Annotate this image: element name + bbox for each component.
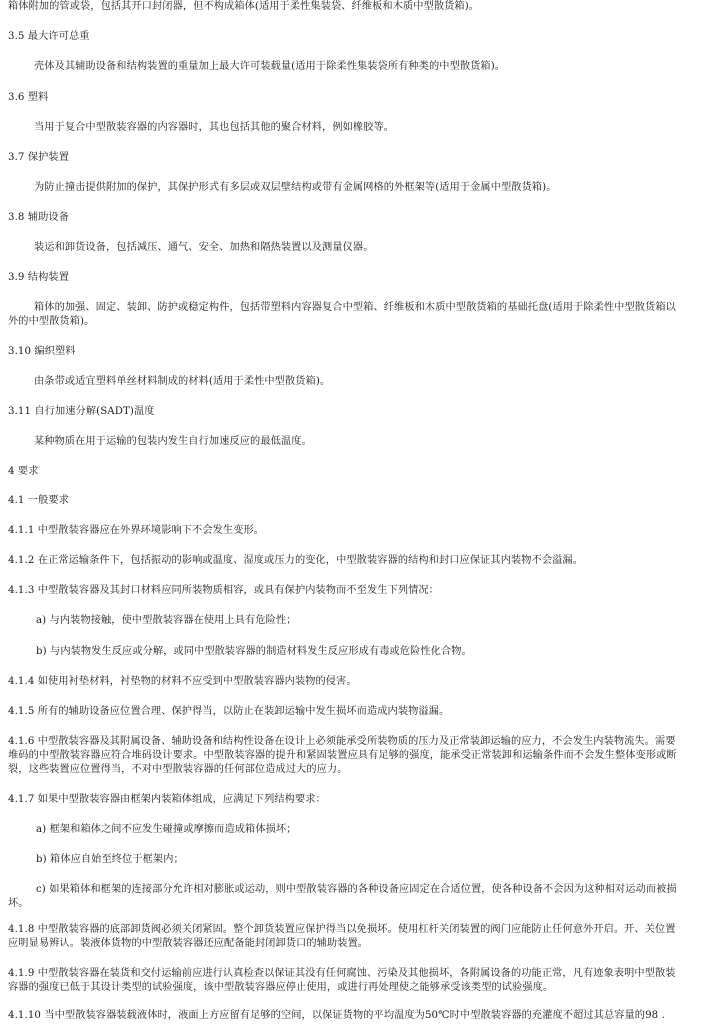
clause-line: 堆码的中型散装容器应符合堆码设计要求。中型散装容器的提升和紧固装置应具有足够的强度，能承受正常装卸和运输条件而不会发生整体变形或断 <box>8 750 677 761</box>
list-item: a) 与内装物接触，使中型散装容器在使用上具有危险性； <box>36 615 297 626</box>
paragraph-line: 壳体及其辅助设备和结构装置的重量加上最大许可装载量(适用于除柔性集装袋所有种类的中型散货箱)。 <box>34 61 506 72</box>
section-heading: 3.6 塑料 <box>8 92 49 103</box>
clause-line: 4.1.3 中型散装容器及其封口材料应同所装物质相容，或具有保护内装物而不至发生下列情况： <box>8 585 439 596</box>
paragraph-line: 当用于复合中型散装容器的内容器时，其也包括其他的聚合材料，例如橡胶等。 <box>34 122 395 133</box>
list-item: b) 与内装物发生反应或分解，或同中型散装容器的制造材料发生反应形成有毒或危险性化合物。 <box>36 646 472 657</box>
clause-line: 4.1.6 中型散装容器及其附属设备、辅助设备和结构性设备在设计上必须能承受所装物质的压力及正常装卸运输的应力，不会发生内装物流失。需要 <box>8 736 676 747</box>
clause-line: 4.1.9 中型散装容器在装货和交付运输前应进行认真检查以保证其没有任何腐蚀、污染及其他损坏，各附属设备的功能正常，凡有迹象表明中型散装 <box>8 968 676 979</box>
chapter-heading: 4 要求 <box>8 466 39 477</box>
paragraph-line: 装运和卸货设备，包括减压、通气、安全、加热和隔热装置以及测量仪器。 <box>34 242 374 253</box>
section-heading: 3.9 结构装置 <box>8 272 69 283</box>
clause-line: 4.1.5 所有的辅助设备应位置合理、保护得当，以防止在装卸运输中发生损坏而造成内装物溢漏。 <box>8 706 450 717</box>
clause-line: 应明显易辨认。装液体货物的中型散装容器还应配备能封闭卸货口的辅助装置。 <box>8 938 369 949</box>
paragraph-line: 由条带或适宜塑料单丝材料制成的材料(适用于柔性中型散货箱)。 <box>34 376 331 387</box>
list-item: b) 箱体应自始至终位于框架内； <box>36 854 184 865</box>
section-heading: 3.11 自行加速分解(SADT)温度 <box>8 406 155 417</box>
clause-line: 4.1.8 中型散装容器的底部卸货阀必须关闭紧固。整个卸货装置应保护得当以免损坏。使用杠杆关闭装置的阀门应能防止任何意外开启。开、关位置 <box>8 924 676 935</box>
clause-line: 4.1.7 如果中型散装容器由框架内装箱体组成，应满足下列结构要求： <box>8 794 326 805</box>
section-heading: 3.7 保护装置 <box>8 152 69 163</box>
text-line: 箱体附加的管或袋，包括其开口封闭器，但不构成箱体(适用于柔性集装袋、纤维板和木质中型散货箱)。 <box>8 1 480 12</box>
clause-line: 4.1.4 如使用衬垫材料，衬垫物的材料不应受到中型散装容器内装物的侵害。 <box>8 676 357 687</box>
list-item-continued: 坏。 <box>8 898 29 909</box>
clause-line: 4.1.2 在正常运输条件下，包括振动的影响或温度、湿度或压力的变化，中型散装容器的结构和封口应保证其内装物不会溢漏。 <box>8 555 583 566</box>
section-heading: 4.1 一般要求 <box>8 495 69 506</box>
clause-line: 容器的强度已低于其设计类型的试验强度，该中型散装容器应停止使用，或进行再处理使之能够承受该类型的试验强度。 <box>8 982 554 993</box>
section-heading: 3.5 最大许可总重 <box>8 31 90 42</box>
paragraph-line: 外的中型散货箱)。 <box>8 316 95 327</box>
clause-line: 4.1.10 当中型散装容器装载液体时，液面上方应留有足够的空间，以保证货物的平均温度为50℃时中型散装容器的充灌度不超过其总容量的98 . <box>8 1010 665 1021</box>
section-heading: 3.8 辅助设备 <box>8 212 69 223</box>
paragraph-line: 为防止撞击提供附加的保护，其保护形式有多层或双层壁结构或带有金属网格的外框架等(适用于金属中型散货箱)。 <box>34 182 557 193</box>
section-heading: 3.10 编织塑料 <box>8 346 76 357</box>
clause-line: 裂，这些装置应位置得当，不对中型散装容器的任何部位造成过大的应力。 <box>8 764 348 775</box>
paragraph-line: 某种物质在用于运输的包装内发生自行加速反应的最低温度。 <box>34 436 312 447</box>
clause-line: 4.1.1 中型散装容器应在外界环境影响下不会发生变形。 <box>8 525 265 536</box>
paragraph-line: 箱体的加强、固定、装卸、防护或稳定构件，包括带塑料内容器复合中型箱、纤维板和木质中型散货箱的基础托盘(适用于除柔性中型散货箱以 <box>34 302 676 313</box>
list-item: a) 框架和箱体之间不应发生碰撞或摩擦而造成箱体损坏； <box>36 824 297 835</box>
list-item: c) 如果箱体和框架的连接部分允许相对膨胀或运动，则中型散装容器的各种设备应固定在合适位置，使各种设备不会因为这种相对运动而被损 <box>36 884 677 895</box>
